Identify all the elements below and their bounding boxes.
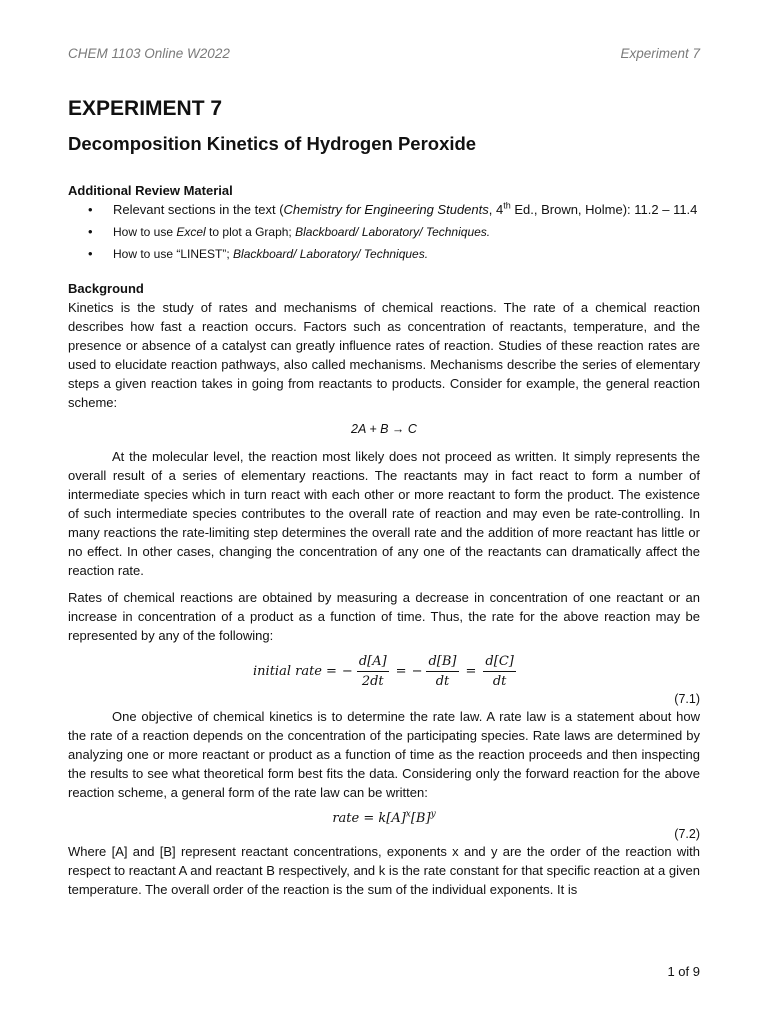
fraction-a: $\frac{d[A]}{2dt}$ (358, 653, 387, 689)
background-section (68, 279, 700, 899)
bullet-icon: • (88, 224, 93, 239)
equation-7-1 (68, 649, 700, 695)
page-content (68, 96, 700, 899)
reaction-scheme: 2A + B → C (351, 422, 417, 436)
review-item: • How to use Excel to plot a Graph; Blackboard/ Laboratory/ Techniques. (68, 222, 700, 242)
background-heading: Background (68, 281, 144, 296)
experiment-title: EXPERIMENT 7 (68, 97, 223, 120)
header-course: CHEM 1103 Online W2022 (68, 46, 230, 61)
page-number: 1 of 9 (667, 964, 700, 979)
running-header (68, 46, 700, 61)
background-paragraph-3: Rates of chemical reactions are obtained by measuring a decrease in concentration of one reactant or an increase in concentration of a product as a function of time. Thus, the rate for the above reaction may be represented by any of the following: (68, 590, 700, 643)
review-section (68, 181, 700, 264)
fraction-c: $\frac{d[C]}{dt}$ (485, 653, 514, 689)
bullet-icon: • (88, 246, 93, 261)
equation-number-7-1: (7.1) (674, 692, 700, 706)
background-paragraph-1: Kinetics is the study of rates and mechanisms of chemical reactions. The rate of a chemical reaction describes how fast a reaction occurs. Factors such as concentration of reactants, temperature, and the presence or absence of a catalyst can greatly influence rates of reaction. Studies of these reaction rates are used to elucidate reaction pathways, also called mechanisms. Mechanisms describe the series of elementary steps a given reaction takes in going from reactants to products. Consider for example, the general reaction scheme: (68, 300, 700, 410)
review-heading: Additional Review Material (68, 183, 233, 198)
bullet-icon: • (88, 202, 93, 217)
background-paragraph-2: At the molecular level, the reaction most likely does not proceed as written. It simply represents the overall result of a series of elementary reactions. The reactants may in fact react to form a number of intermediate species which in turn react with each other or more reactant to form the product. The existence of such intermediate species contributes to the overall rate of reaction and may even be rate-controlling. In many reactions the rate-limiting step determines the overall rate and the addition of more reactant has little or no effect. In other cases, changing the concentration of any one of the reactants can dramatically affect the reaction rate. (68, 449, 700, 578)
experiment-subtitle: Decomposition Kinetics of Hydrogen Peroxide (68, 133, 477, 154)
equation-number-7-2: (7.2) (674, 827, 700, 841)
review-item: • Relevant sections in the text (Chemistry for Engineering Students, 4th Ed., Brown, Holme): 11.2 – 11.4 (68, 200, 700, 220)
background-paragraph-4: One objective of chemical kinetics is to determine the rate law. A rate law is a statement about how the rate of a reaction depends on the concentration of the participating species. Rate laws are determined by analyzing one or more reactant or product as a function of time as the reaction proceeds and then inspecting the results to see what theoretical form best fits the data. Considering only the forward reaction for the above reaction scheme, a general form of the rate law can be written: (68, 709, 700, 800)
review-list (68, 200, 700, 264)
header-experiment: Experiment 7 (620, 46, 700, 61)
eq-lhs: initial rate (253, 663, 322, 679)
fraction-b: $\frac{d[B]}{dt}$ (428, 653, 457, 689)
rate-equation: initial rate = − $\frac{d[A]}{2dt}$ = − $\frac{d[B]}{dt}$ = $\frac{d[C]}{dt}$ (253, 653, 514, 689)
rate-law-equation: rate = $k[A]^x[B]^y$ (332, 809, 436, 826)
background-paragraph-5: Where [A] and [B] represent reactant concentrations, exponents x and y are the order of the reaction with respect to reactant A and reactant B respectively, and k is the rate constant for that specific reaction at a given temperature. The overall order of the reaction is the sum of the individual exponents. It is (68, 844, 700, 897)
review-item: • How to use “LINEST”; Blackboard/ Laboratory/ Techniques. (68, 244, 700, 264)
